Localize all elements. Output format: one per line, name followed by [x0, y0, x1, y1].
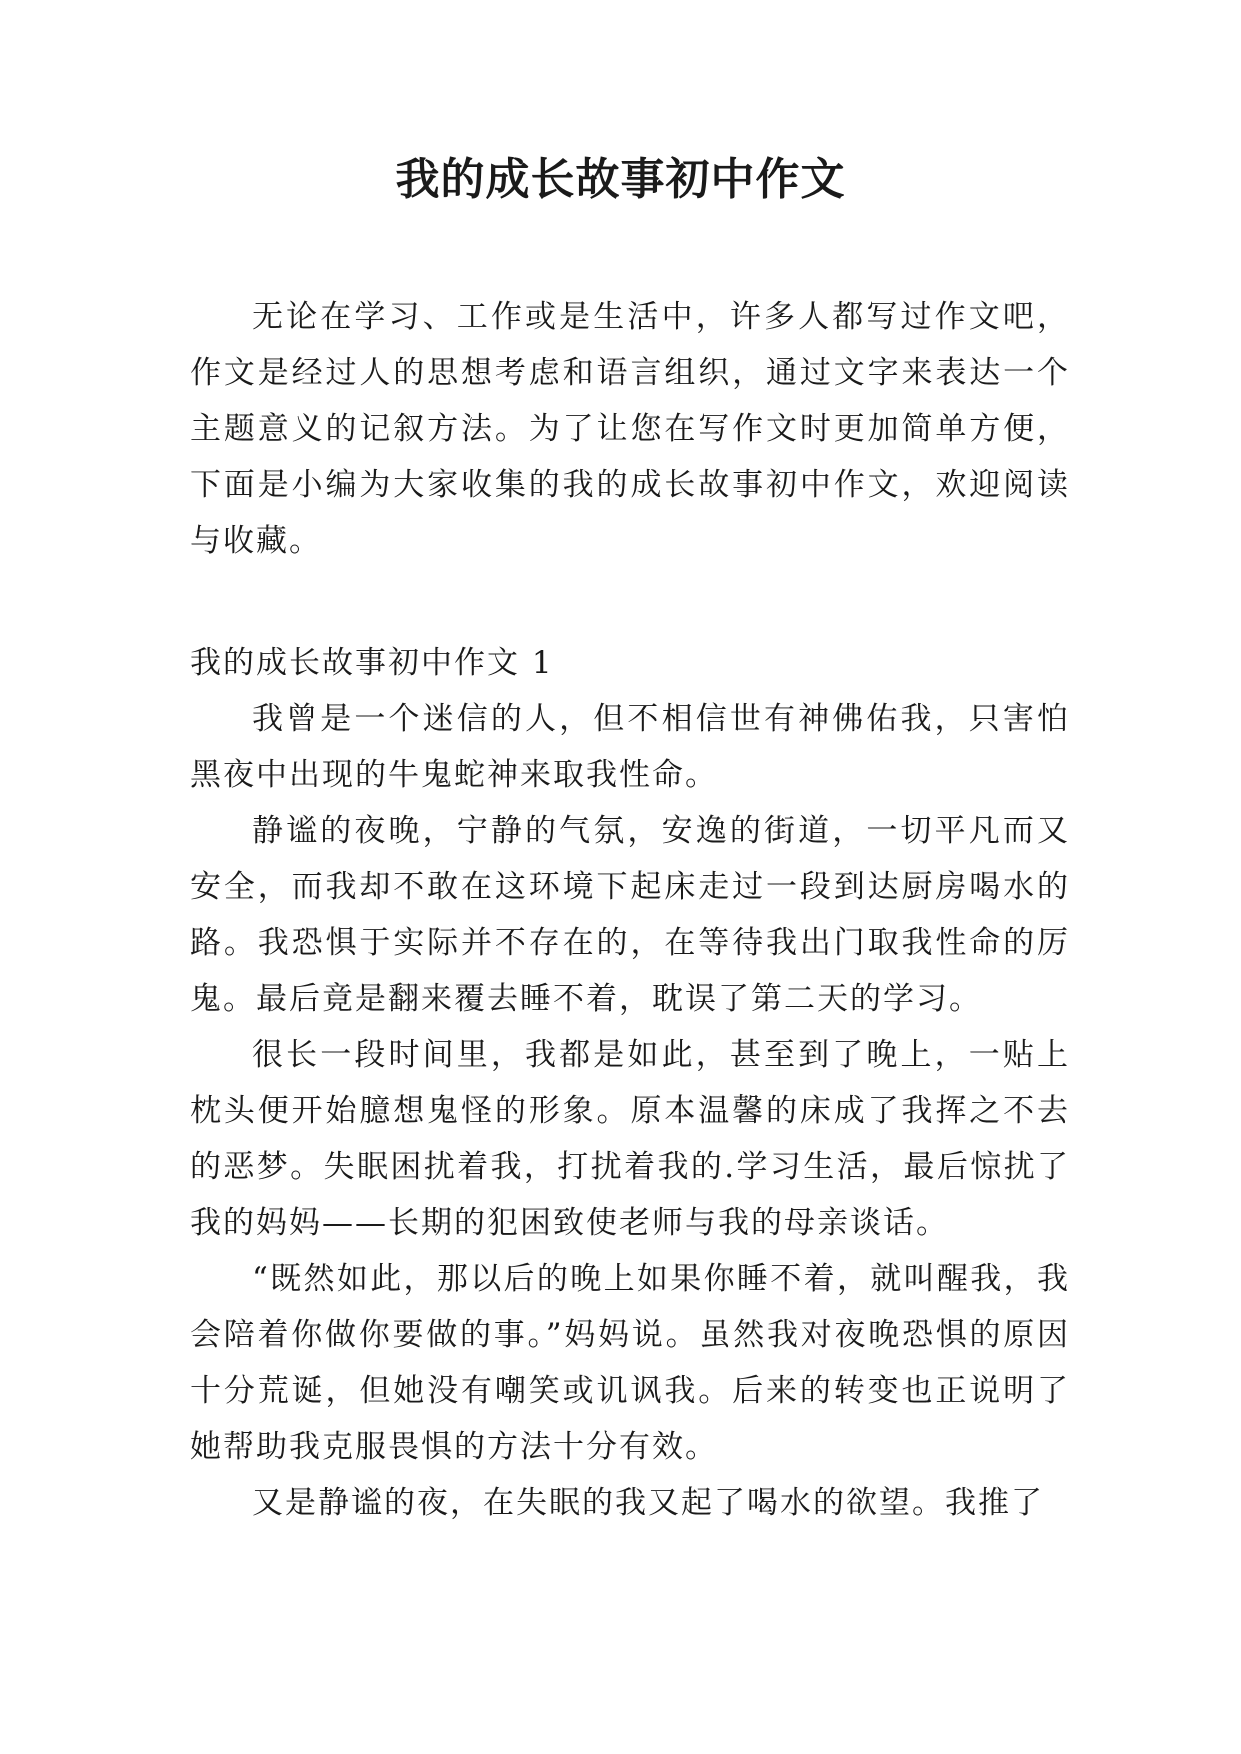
intro-paragraph: 无论在学习、工作或是生活中，许多人都写过作文吧，作文是经过人的思想考虑和语言组织，通过文字来表达一个主题意义的记叙方法。为了让您在写作文时更加简单方便，下面是小编为大家收集的我的成长故事初中作文，欢迎阅读与收藏。	[190, 299, 1070, 559]
essay-paragraph-5: 又是静谧的夜，在失眠的我又起了喝水的欲望。我推了	[252, 1485, 1044, 1521]
section-heading: 我的成长故事初中作文 1	[190, 645, 554, 681]
document-title: 我的成长故事初中作文	[395, 154, 846, 205]
essay-paragraph-1: 我曾是一个迷信的人，但不相信世有神佛佑我，只害怕黑夜中出现的牛鬼蛇神来取我性命。	[190, 701, 1070, 793]
essay-paragraph-3: 很长一段时间里，我都是如此，甚至到了晚上，一贴上枕头便开始臆想鬼怪的形象。原本温馨的床成了我挥之不去的恶梦。失眠困扰着我，打扰着我的.学习生活，最后惊扰了我的妈妈——长期的犯困致使老师与我的母亲谈话。	[190, 1037, 1070, 1241]
essay-paragraph-2: 静谧的夜晚，宁静的气氛，安逸的街道，一切平凡而又安全，而我却不敢在这环境下起床走过一段到达厨房喝水的路。我恐惧于实际并不存在的，在等待我出门取我性命的厉鬼。最后竟是翻来覆去睡不着，耽误了第二天的学习。	[190, 813, 1070, 1017]
intro-section	[190, 289, 1070, 569]
essay-paragraph-4: “既然如此，那以后的晚上如果你睡不着，就叫醒我，我会陪着你做你要做的事。”妈妈说。虽然我对夜晚恐惧的原因十分荒诞，但她没有嘲笑或讥讽我。后来的转变也正说明了她帮助我克服畏惧的方法十分有效。	[190, 1261, 1070, 1465]
essay-body	[190, 691, 1070, 1531]
